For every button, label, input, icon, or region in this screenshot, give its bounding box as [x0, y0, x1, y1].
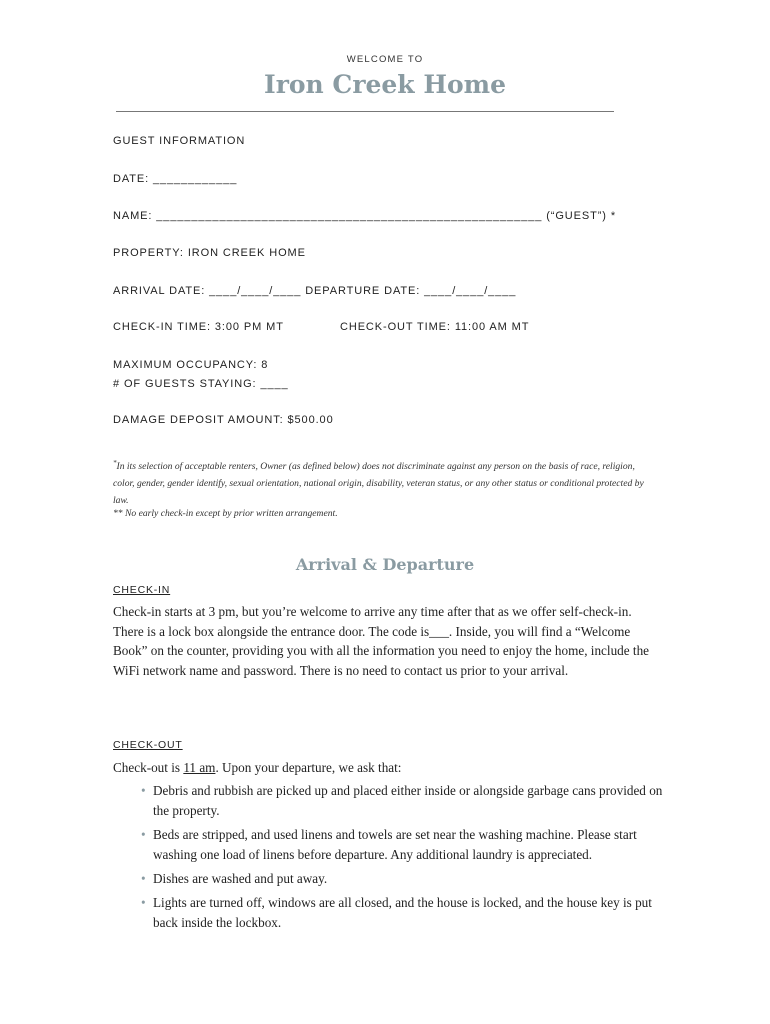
list-item-text: Lights are turned off, windows are all closed, and the house is locked, and the house key is put back inside the lockbox. [153, 895, 652, 930]
check-out-intro-start: Check-out is [113, 760, 184, 775]
title-divider [116, 111, 614, 112]
check-out-heading: CHECK-OUT [113, 739, 183, 751]
check-out-list [113, 781, 673, 937]
check-in-heading: CHECK-IN [113, 584, 171, 596]
document-title: Iron Creek Home [264, 70, 506, 99]
check-out-intro [113, 758, 658, 778]
bullet-icon: • [141, 783, 146, 798]
damage-deposit-amount: DAMAGE DEPOSIT AMOUNT: $500.00 [113, 414, 334, 426]
bullet-icon: • [141, 871, 146, 886]
check-in-time: CHECK-IN TIME: 3:00 PM MT [113, 321, 284, 333]
early-check-in-note: ** No early check-in except by prior written arrangement. [113, 508, 338, 519]
discrimination-note [113, 455, 653, 509]
property-field: PROPERTY: IRON CREEK HOME [113, 247, 306, 259]
list-item [113, 825, 673, 865]
check-out-time-underlined: 11 am [183, 760, 216, 775]
maximum-occupancy: MAXIMUM OCCUPANCY: 8 [113, 359, 269, 371]
arrival-departure-title: Arrival & Departure [295, 555, 475, 574]
check-out-intro-end: . Upon your departure, we ask that: [215, 760, 402, 775]
bullet-icon: • [141, 827, 146, 842]
check-in-paragraph: Check-in starts at 3 pm, but you’re welcome to arrive any time after that as we offer self-check-in. There is a lock box alongside the entrance door. The code is___. Inside, you will find a “Welcome Book” on the counter, providing you with all the information you need to enjoy the home, include the WiFi network name and password. There is no need to contact us prior to your arrival. [113, 604, 650, 678]
list-item [113, 869, 673, 889]
name-field: NAME: _______________________________________________________ (“GUEST”) * [113, 210, 617, 222]
list-item [113, 781, 673, 821]
list-item [113, 893, 673, 933]
welcome-label: WELCOME TO [346, 54, 424, 65]
list-item-text: Beds are stripped, and used linens and towels are set near the washing machine. Please start washing one load of linens before departure. Any additional laundry is appreciated. [153, 827, 637, 862]
list-item-text: Debris and rubbish are picked up and placed either inside or alongside garbage cans provided on the property. [153, 783, 663, 818]
guest-information-heading: GUEST INFORMATION [113, 135, 246, 147]
list-item-text: Dishes are washed and put away. [153, 871, 328, 886]
date-field: DATE: ____________ [113, 173, 238, 185]
arrival-departure-dates: ARRIVAL DATE: ____/____/____ DEPARTURE DATE: ____/____/____ [113, 285, 517, 297]
discrimination-note-text: In its selection of acceptable renters, Owner (as defined below) does not discriminate against any person on the basis of race, religion, color, gender, gender identify, sexual orientation, national origin, disability, veteran status, or any other status or conditional protected by law. [113, 461, 644, 507]
guests-staying-field: # OF GUESTS STAYING: ____ [113, 378, 289, 390]
note-marker: * [113, 459, 117, 467]
bullet-icon: • [141, 895, 146, 910]
check-out-time: CHECK-OUT TIME: 11:00 AM MT [340, 321, 530, 333]
